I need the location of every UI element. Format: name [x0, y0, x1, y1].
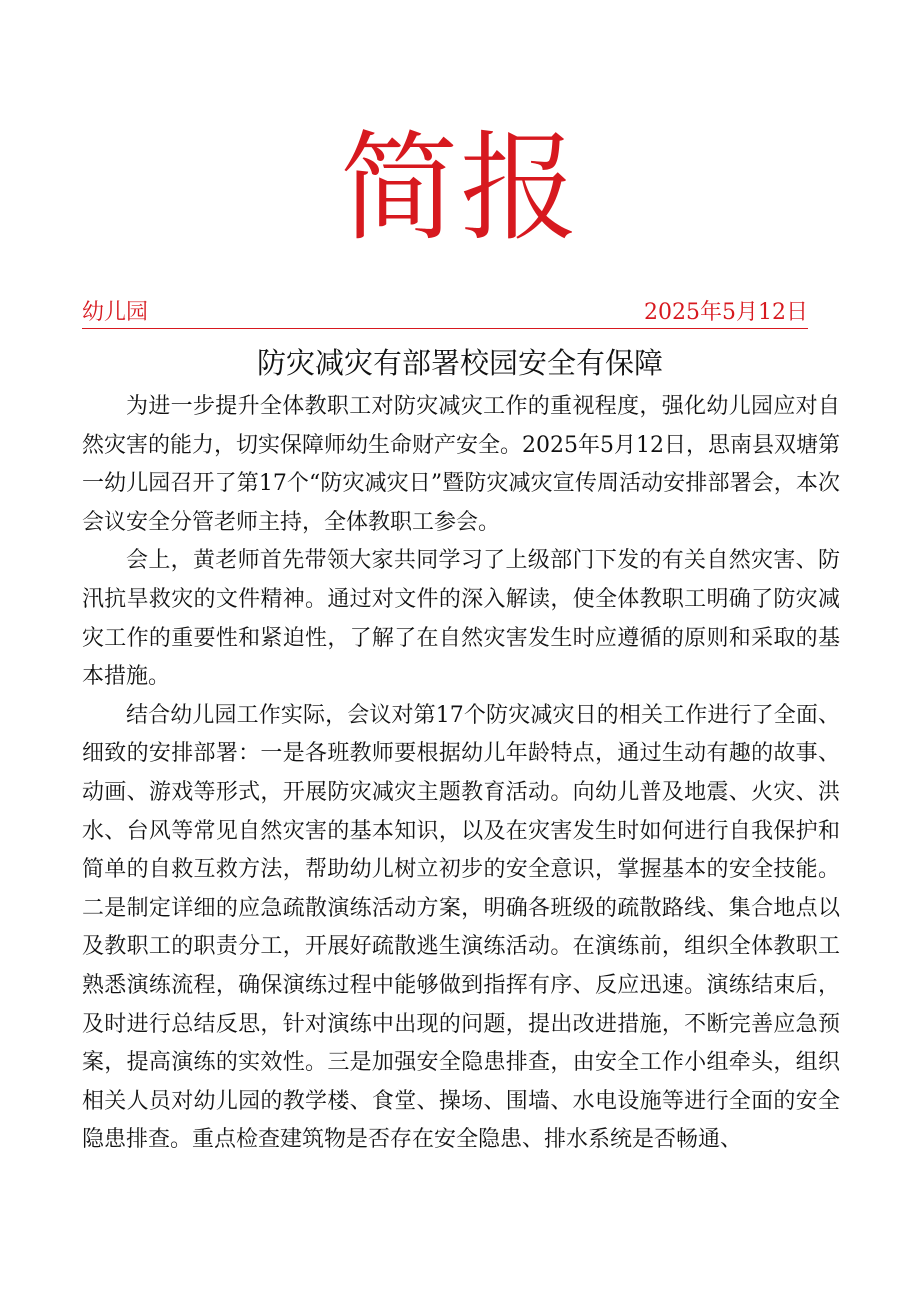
masthead-title: 简报 [339, 119, 580, 257]
paragraph: 会上，黄老师首先带领大家共同学习了上级部门下发的有关自然灾害、防汛抗旱救灾的文件精神。通过对文件的深入解读，使全体教职工明确了防灾减灾工作的重要性和紧迫性，了解了在自然灾害发生时应遵循的原则和采取的基本措施。 [82, 548, 840, 690]
info-bar [82, 298, 808, 329]
paragraph: 结合幼儿园工作实际，会议对第17个防灾减灾日的相关工作进行了全面、细致的安排部署：一是各班教师要根据幼儿年龄特点，通过生动有趣的故事、动画、游戏等形式，开展防灾减灾主题教育活动。向幼儿普及地震、火灾、洪水、台风等常见自然灾害的基本知识，以及在灾害发生时如何进行自我保护和简单的自救互救方法，帮助幼儿树立初步的安全意识，掌握基本的安全技能。二是制定详细的应急疏散演练活动方案，明确各班级的疏散路线、集合地点以及教职工的职责分工，开展好疏散逃生演练活动。在演练前，组织全体教职工熟悉演练流程，确保演练过程中能够做到指挥有序、反应迅速。演练结束后，及时进行总结反思，针对演练中出现的问题，提出改进措施，不断完善应急预案，提高演练的实效性。三是加强安全隐患排查，由安全工作小组牵头，组织相关人员对幼儿园的教学楼、食堂、操场、围墙、水电设施等进行全面的安全隐患排查。重点检查建筑物是否存在安全隐患、排水系统是否畅通、 [82, 702, 840, 1153]
issue-date: 2025年5月12日 [644, 300, 808, 325]
paragraph: 为进一步提升全体教职工对防灾减灾工作的重视程度，强化幼儿园应对自然灾害的能力，切实保障师幼生命财产安全。2025年5月12日，思南县双塘第一幼儿园召开了第17个“防灾减灾日”暨防灾减灾宣传周活动安排部署会，本次会议安全分管老师主持，全体教职工参会。 [82, 394, 840, 535]
article-body [82, 388, 840, 1160]
article-headline: 防灾减灾有部署校园安全有保障 [256, 346, 663, 380]
organization-name: 幼儿园 [82, 300, 149, 325]
